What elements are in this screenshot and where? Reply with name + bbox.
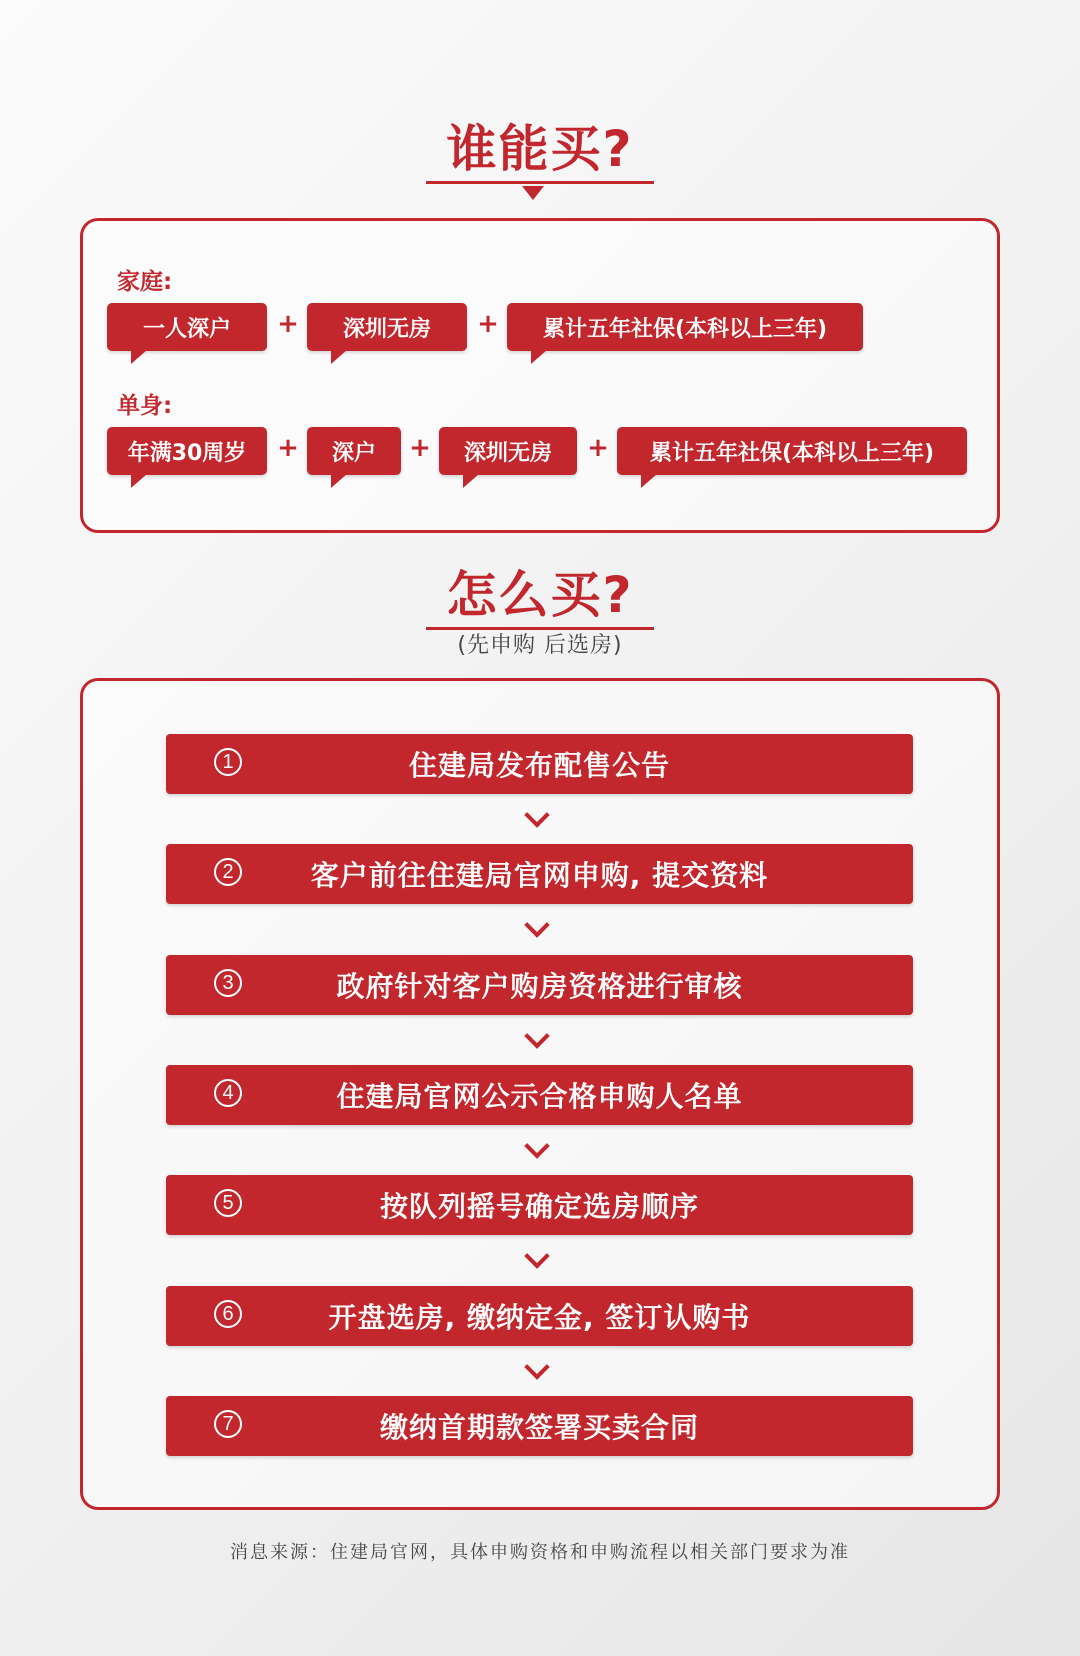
step-text: 政府针对客户购房资格进行审核 <box>336 970 743 1003</box>
family-label: 家庭: <box>117 269 173 295</box>
step-text: 缴纳首期款签署买卖合同 <box>379 1411 699 1444</box>
who-can-buy-heading <box>0 122 1080 184</box>
single-chip-age: 年满30周岁 <box>107 427 267 475</box>
step-text: 住建局发布配售公告 <box>408 749 670 782</box>
step-text: 按队列摇号确定选房顺序 <box>379 1190 699 1223</box>
how-to-buy-subtitle: (先申购 后选房) <box>457 633 623 658</box>
process-step <box>166 1286 913 1346</box>
how-to-buy-title: 怎么买? <box>426 568 653 630</box>
family-chip-social-security: 累计五年社保(本科以上三年) <box>507 303 863 351</box>
family-chip-no-property: 深圳无房 <box>307 303 467 351</box>
single-chip-no-property: 深圳无房 <box>439 427 577 475</box>
step-text: 住建局官网公示合格申购人名单 <box>336 1080 743 1113</box>
how-to-buy-heading <box>0 568 1080 630</box>
source-footnote: 消息来源：住建局官网，具体申购资格和申购流程以相关部门要求为准 <box>230 1542 850 1563</box>
plus-sign: + <box>277 309 299 339</box>
process-step <box>166 1175 913 1235</box>
plus-sign: + <box>477 309 499 339</box>
step-text: 开盘选房, 缴纳定金, 签订认购书 <box>328 1301 751 1334</box>
process-step <box>166 844 913 904</box>
process-step <box>166 1065 913 1125</box>
down-triangle-icon <box>522 186 544 200</box>
step-number-badge: 6 <box>214 1300 242 1328</box>
single-label: 单身: <box>117 393 173 419</box>
single-chip-social-security: 累计五年社保(本科以上三年) <box>617 427 967 475</box>
who-can-buy-title: 谁能买? <box>426 122 653 184</box>
step-number-badge: 3 <box>214 969 242 997</box>
plus-sign: + <box>587 433 609 463</box>
family-chip-shenzhen-hukou: 一人深户 <box>107 303 267 351</box>
step-number-badge: 5 <box>214 1189 242 1217</box>
plus-sign: + <box>409 433 431 463</box>
step-number-badge: 2 <box>214 858 242 886</box>
eligibility-panel <box>80 218 1000 533</box>
step-number-badge: 4 <box>214 1079 242 1107</box>
process-step <box>166 734 913 794</box>
step-number-badge: 1 <box>214 748 242 776</box>
plus-sign: + <box>277 433 299 463</box>
single-chip-shenzhen-hukou: 深户 <box>307 427 401 475</box>
step-number-badge: 7 <box>214 1410 242 1438</box>
step-text: 客户前往住建局官网申购, 提交资料 <box>310 859 769 892</box>
process-step <box>166 955 913 1015</box>
process-step <box>166 1396 913 1456</box>
